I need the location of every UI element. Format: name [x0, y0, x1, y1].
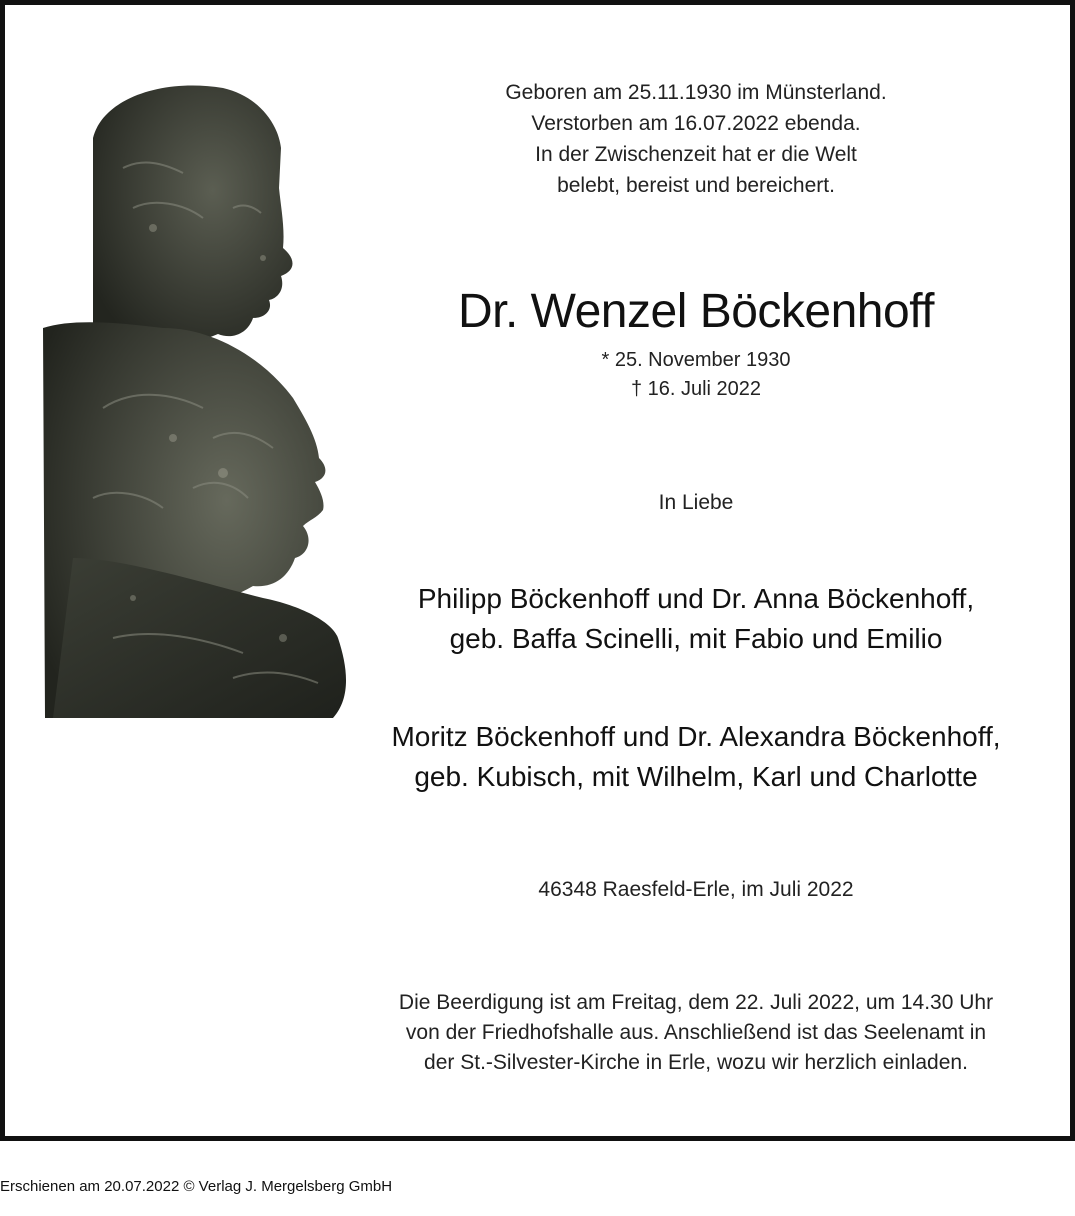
family-line: geb. Baffa Scinelli, mit Fabio und Emilio: [449, 623, 943, 654]
family-group-2: [345, 717, 1047, 797]
in-love-text: In Liebe: [658, 491, 734, 514]
bronze-relief-image: [33, 78, 353, 723]
life-dates: [345, 346, 1047, 404]
family-group-1: [345, 579, 1047, 659]
birth-date: * 25. November 1930: [601, 349, 791, 371]
funeral-line: der St.-Silvester-Kirche in Erle, wozu wir herzlich einladen.: [424, 1051, 968, 1074]
funeral-line: Die Beerdigung ist am Freitag, dem 22. Juli 2022, um 14.30 Uhr: [398, 991, 994, 1014]
intro-text: [345, 77, 1047, 201]
deceased-name: Dr. Wenzel Böckenhoff: [458, 285, 934, 338]
family-line: Moritz Böckenhoff und Dr. Alexandra Böckenhoff,: [391, 721, 1001, 752]
funeral-notice: [345, 988, 1047, 1078]
intro-line: In der Zwischenzeit hat er die Welt: [535, 143, 857, 166]
funeral-line: von der Friedhofshalle aus. Anschließend ist das Seelenamt in: [405, 1021, 987, 1044]
place-date: 46348 Raesfeld-Erle, im Juli 2022: [538, 878, 854, 901]
intro-line: belebt, bereist und bereichert.: [557, 174, 835, 197]
family-line: geb. Kubisch, mit Wilhelm, Karl und Charlotte: [414, 761, 978, 792]
intro-line: Verstorben am 16.07.2022 ebenda.: [531, 112, 861, 135]
family-line: Philipp Böckenhoff und Dr. Anna Böckenhoff,: [417, 583, 975, 614]
intro-line: Geboren am 25.11.1930 im Münsterland.: [505, 81, 887, 104]
death-date: † 16. Juli 2022: [630, 378, 762, 400]
publication-footer: Erschienen am 20.07.2022 © Verlag J. Mergelsberg GmbH: [0, 1178, 393, 1195]
